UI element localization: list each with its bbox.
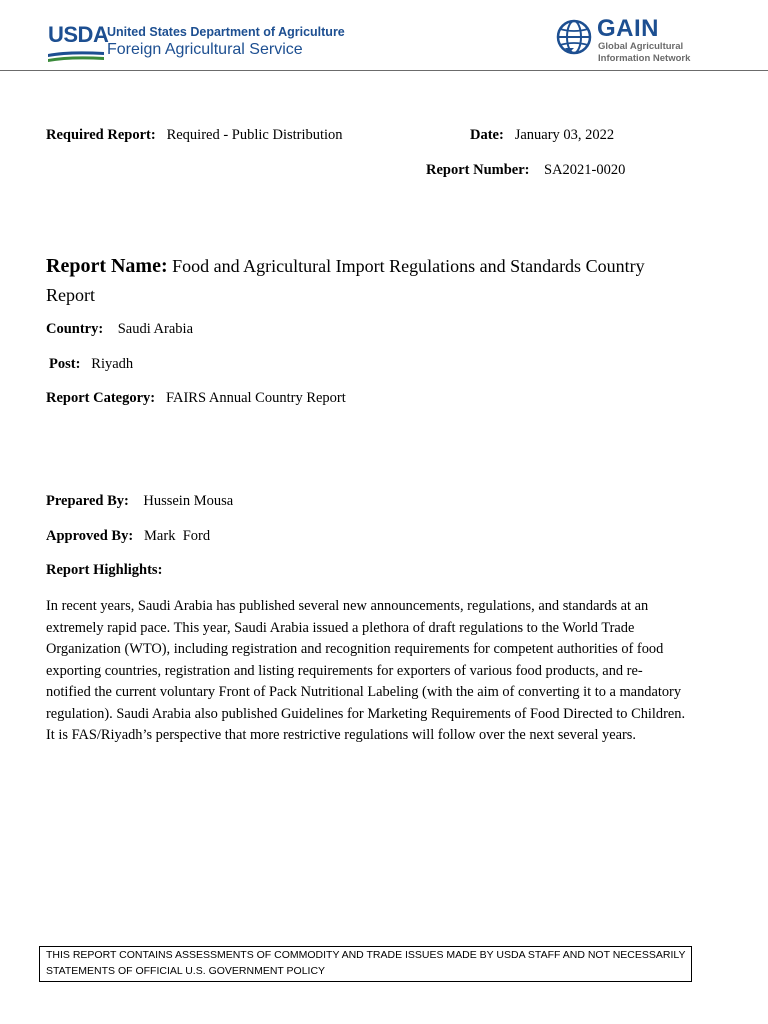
document-header <box>0 0 768 70</box>
globe-icon <box>555 18 593 56</box>
report-category-field <box>46 390 346 407</box>
report-name-value: Food and Agricultural Import Regulations and Standards Country Report <box>46 256 645 305</box>
report-name <box>46 252 686 310</box>
required-report-value: Required - Public Distribution <box>166 127 343 143</box>
approved-by-field <box>46 528 210 545</box>
required-report-field <box>46 127 343 144</box>
date-label: Date: <box>470 127 504 143</box>
prepared-by-label: Prepared By: <box>46 493 129 509</box>
usda-logo: USDA <box>48 22 109 47</box>
report-number-field <box>426 162 625 179</box>
approved-by-value: Mark Ford <box>144 528 211 544</box>
prepared-by-value: Hussein Mousa <box>143 493 234 509</box>
report-highlights-heading <box>46 562 162 579</box>
agency-name <box>107 25 345 60</box>
report-name-label: Report Name: <box>46 255 168 277</box>
policy-disclaimer: THIS REPORT CONTAINS ASSESSMENTS OF COMMODITY AND TRADE ISSUES MADE BY USDA STAFF AND NOT NECESSARILY STATEMENTS OF OFFICIAL U.S. GOVERNMENT POLICY <box>39 946 692 982</box>
report-highlights-text: In recent years, Saudi Arabia has published several new announcements, regulations, and standards at an extremely rapid pace. This year, Saudi Arabia issued a plethora of draft regulations to the World Trade Organization (WTO), including registration and recognition requirements for competent authorities of food exporting countries, registration and listing requirements for exporters of various food products, and re-notified the current voluntary Front of Pack Nutritional Labeling (with the aim of converting it to a mandatory regulation). Saudi Arabia also published Guidelines for Marketing Requirements of Food Directed to Children. It is FAS/Riyadh’s perspective that more restrictive regulations will follow over the next several years. <box>46 598 686 743</box>
post-field <box>49 356 133 373</box>
prepared-by-field <box>46 493 233 510</box>
gain-subtitle-line2: Information Network <box>598 53 691 64</box>
country-label: Country: <box>46 321 104 337</box>
agency-department: United States Department of Agriculture <box>107 25 345 39</box>
gain-subtitle-line1: Global Agricultural <box>598 41 684 52</box>
header-divider <box>0 70 768 71</box>
usda-swoosh-icon <box>48 48 104 64</box>
agency-service: Foreign Agricultural Service <box>107 41 303 58</box>
report-number-value: SA2021-0020 <box>544 162 626 178</box>
country-value: Saudi Arabia <box>117 321 194 337</box>
gain-logo-subtitle <box>598 41 690 65</box>
report-number-label: Report Number: <box>426 162 530 178</box>
report-category-label: Report Category: <box>46 390 156 406</box>
report-category-value: FAIRS Annual Country Report <box>166 390 346 406</box>
gain-logo-title: GAIN <box>597 15 659 42</box>
date-value: January 03, 2022 <box>514 127 615 143</box>
post-value: Riyadh <box>91 356 134 372</box>
post-label: Post: <box>49 356 81 372</box>
approved-by-label: Approved By: <box>46 528 134 544</box>
report-highlights-label: Report Highlights: <box>46 562 163 578</box>
date-field <box>470 127 614 144</box>
required-report-label: Required Report: <box>46 127 156 143</box>
country-field <box>46 321 193 338</box>
